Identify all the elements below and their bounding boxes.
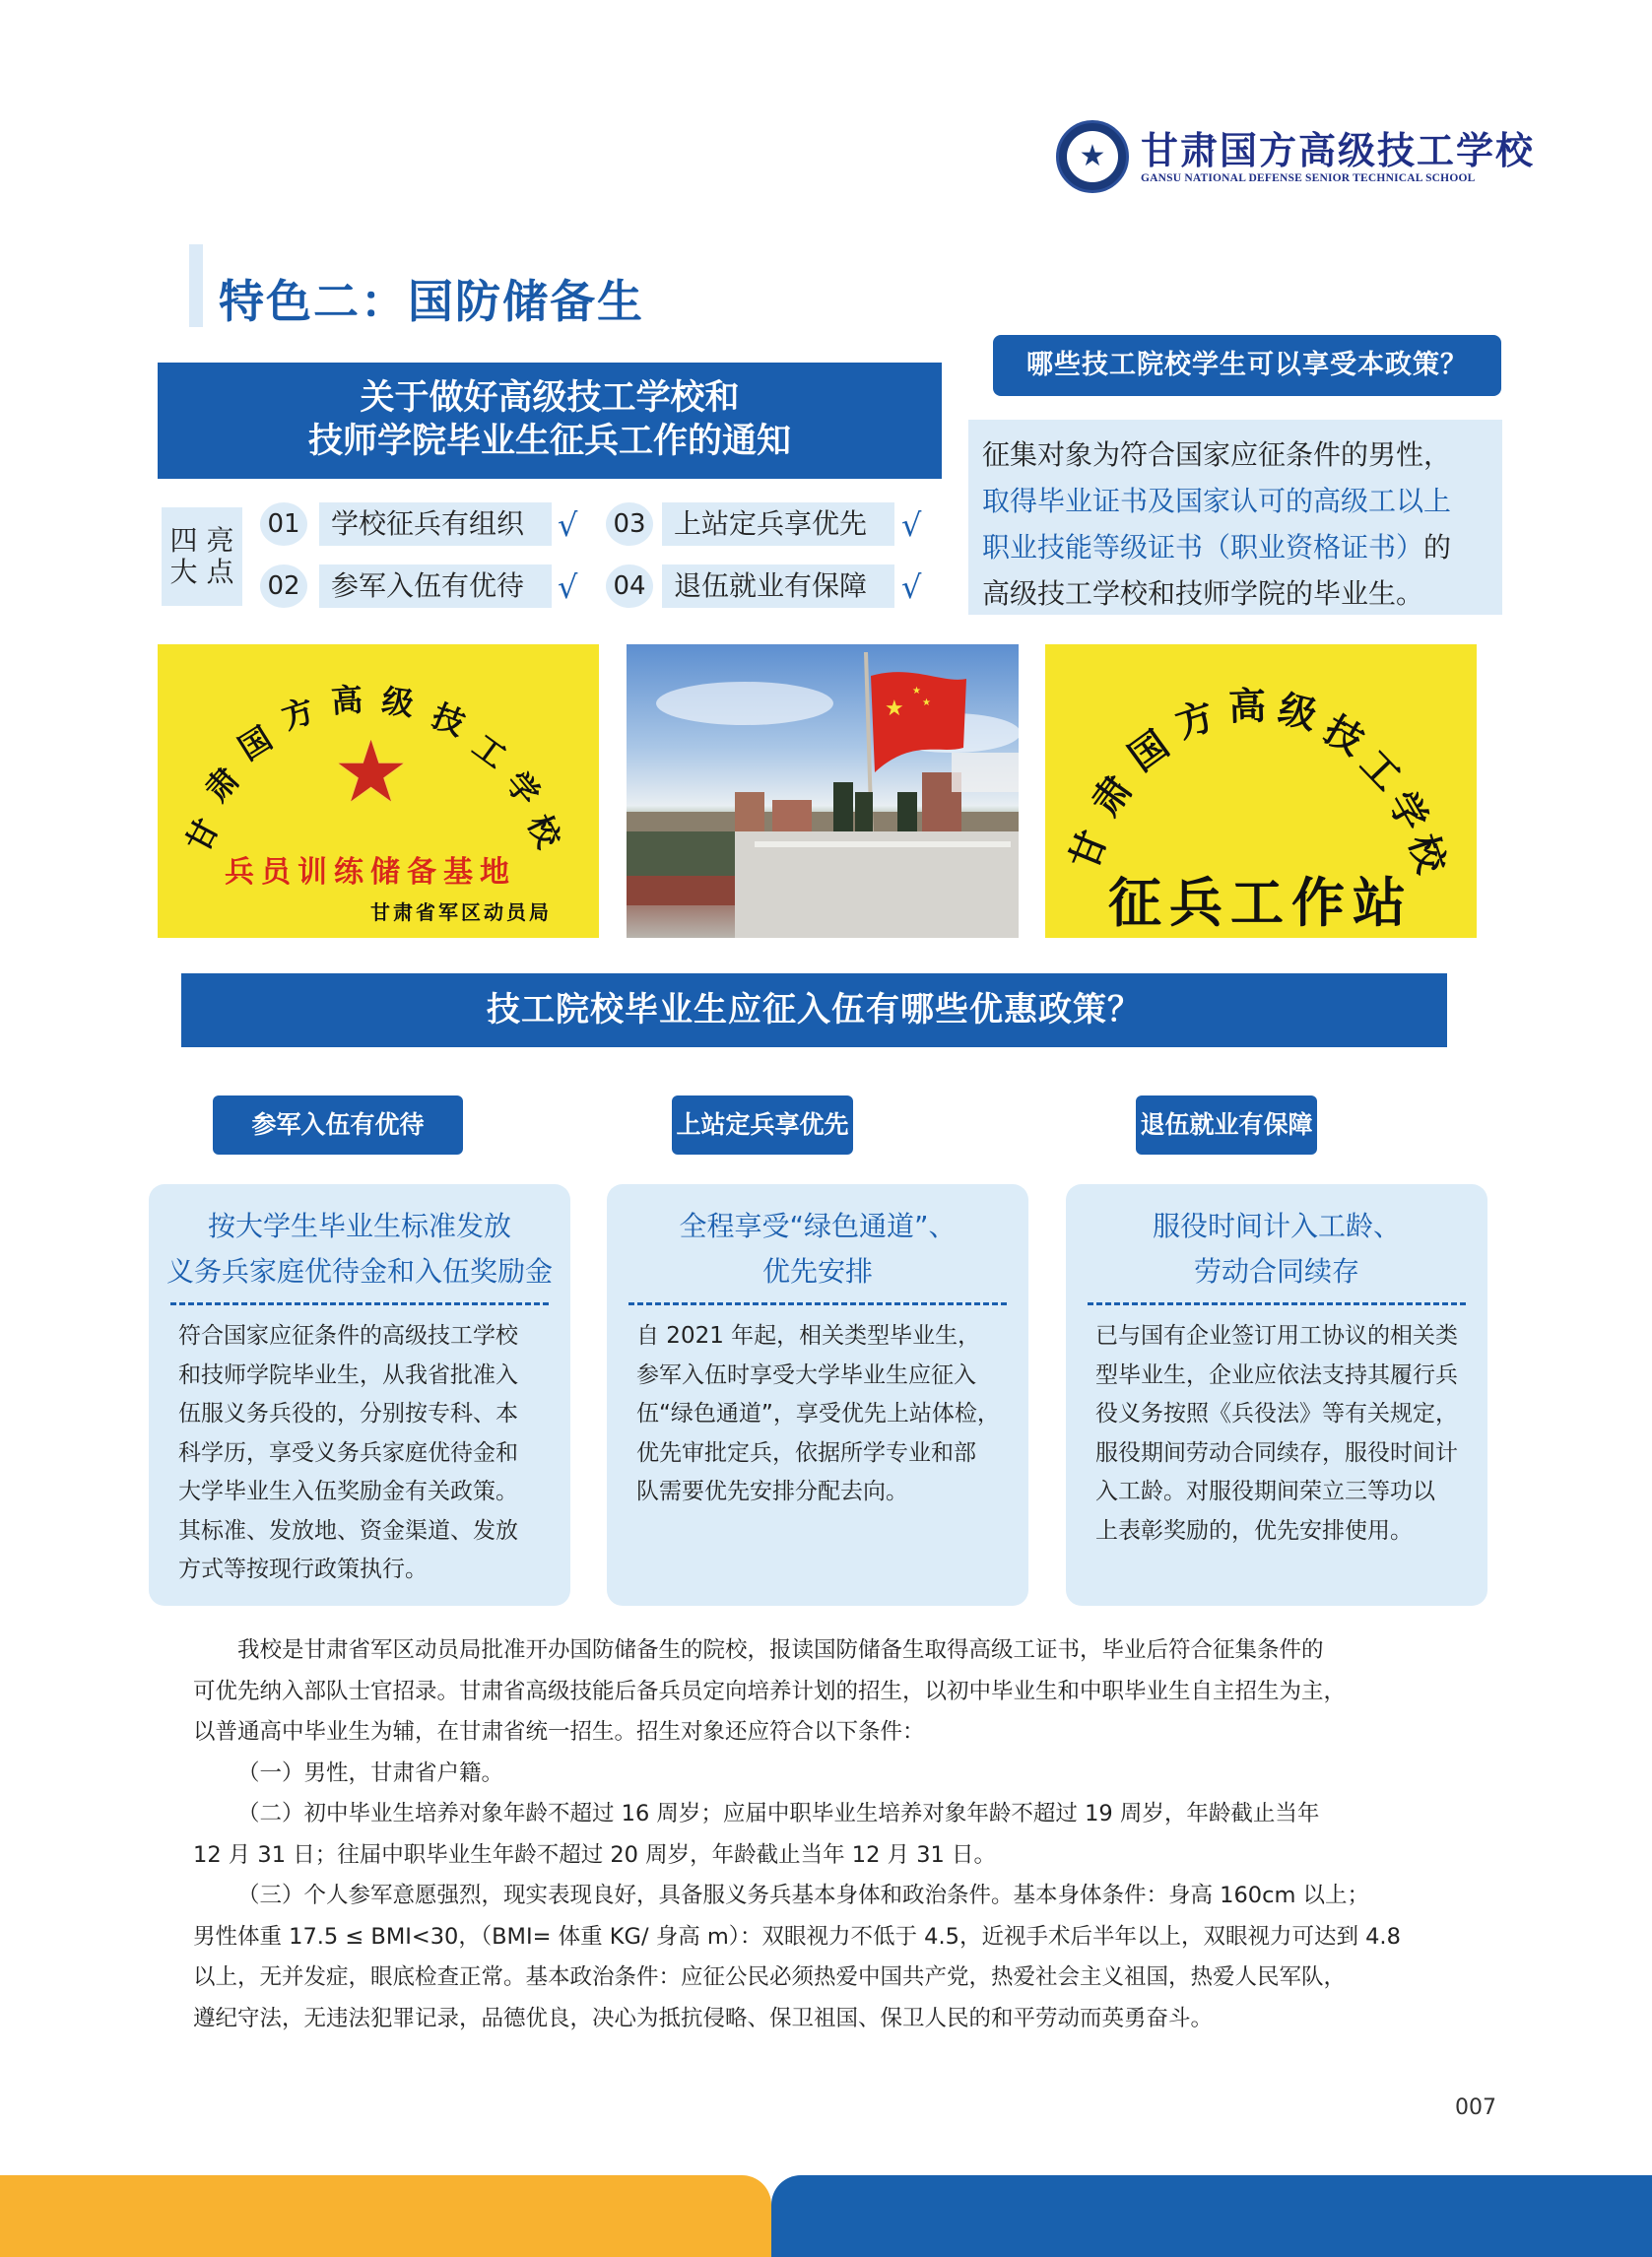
training-base-subtitle: 兵员训练储备基地: [225, 855, 516, 890]
arc-char: 方: [1169, 693, 1220, 747]
check-icon: √: [901, 506, 922, 544]
arc-char: 甘: [178, 812, 228, 858]
highlight-text: 上站定兵享优先: [662, 502, 894, 546]
dashed-divider: [1088, 1302, 1466, 1305]
arc-char: 方: [277, 691, 319, 737]
card-body-line: 大学毕业生入伍奖励金有关政策。: [178, 1479, 518, 1504]
card-body-line: 队需要优先安排分配去向。: [636, 1479, 908, 1504]
card-body-line: 其标准、发放地、资金渠道、发放: [178, 1517, 518, 1544]
card-title-line: 按大学生毕业生标准发放: [207, 1210, 511, 1242]
section-accent-bar: [189, 244, 203, 327]
card-body-line: 自 2021 年起，相关类型毕业生，: [636, 1323, 981, 1349]
four-highlights-label: [162, 507, 242, 606]
arc-char: 学: [1379, 783, 1437, 838]
label-line-2: 大 点: [169, 556, 234, 588]
arc-char: 国: [1120, 721, 1177, 780]
eligibility-question: 哪些技工院校学生可以享受本政策？: [993, 335, 1501, 396]
card-body-line: 伍服义务兵役的，分别按专科、本: [178, 1401, 518, 1427]
card-title-line: 义务兵家庭优待金和入伍奖励金: [165, 1255, 553, 1288]
card-body-line: 参军入伍时享受大学毕业生应征入: [636, 1361, 976, 1388]
admission-body-text: [193, 1630, 1503, 2039]
card-title-line: 服役时间计入工龄、: [1152, 1210, 1401, 1242]
arc-char: 校: [1400, 829, 1455, 879]
arc-char: 校: [520, 809, 568, 854]
footer-band-blue: [771, 2175, 1652, 2257]
card-body: [619, 1317, 1017, 1512]
body-line: 可优先纳入部队士官招录。甘肃省高级技能后备兵员定向培养计划的招生，以初中毕业生和中职毕业生自主招生为主，: [193, 1678, 1347, 1704]
dashed-divider: [628, 1302, 1007, 1305]
arc-char: 技: [427, 697, 471, 744]
tab-employment-guarantee: 退伍就业有保障: [1136, 1095, 1317, 1155]
flag-raising-photo: [627, 644, 1019, 938]
notice-line-1: 关于做好高级技工学校和: [360, 378, 740, 418]
card-body-line: 役义务按照《兵役法》等有关规定，: [1095, 1401, 1458, 1427]
highlight-text: 参军入伍有优待: [319, 564, 552, 608]
arc-char: 肃: [197, 760, 247, 809]
section-title: 特色二：国防储备生: [219, 275, 644, 328]
highlight-number: 03: [606, 502, 653, 546]
card-body-line: 优先审批定兵，依据所学专业和部: [636, 1439, 976, 1466]
condition-2-cont: 12 月 31 日；往届中职毕业生年龄不超过 20 周岁，年龄截止当年 12 月 31 日。: [193, 1841, 997, 1868]
tab-enlistment-benefits: 参军入伍有优待: [213, 1095, 463, 1155]
card-body-line: 和技师学院毕业生，从我省批准入: [178, 1361, 518, 1388]
eligibility-line-highlight: 取得毕业证书及国家认可的高级工以上: [982, 485, 1452, 517]
arc-char: 国: [231, 719, 279, 768]
condition-3-cont: 遵纪守法，无违法犯罪记录，品德优良，决心为抵抗侵略、保卫祖国、保卫人民的和平劳动而英勇奋斗。: [193, 2005, 1214, 2031]
arc-char: 级: [1274, 685, 1322, 738]
training-base-sign-image: [158, 644, 599, 938]
eligibility-line: 征集对象为符合国家应征条件的男性，: [982, 438, 1452, 471]
eligibility-line: 高级技工学校和技师学院的毕业生。: [982, 577, 1424, 610]
policy-card-employment: [1066, 1184, 1487, 1606]
card-body-line: 入工龄。对服役期间荣立三等功以: [1095, 1479, 1435, 1504]
page-number: 007: [1455, 2095, 1496, 2120]
arc-char: 甘: [1060, 824, 1116, 876]
emblem-icon: [1056, 120, 1129, 193]
star-icon: ★: [1067, 131, 1118, 182]
body-line: 以普通高中毕业生为辅，在甘肃省统一招生。招生对象还应符合以下条件：: [193, 1719, 925, 1745]
svg-text:★: ★: [922, 697, 931, 708]
check-icon: √: [558, 568, 578, 606]
check-icon: √: [558, 506, 578, 544]
card-title-line: 优先安排: [761, 1255, 873, 1288]
school-name-cn: 甘肃国方高级技工学校: [1141, 128, 1536, 172]
card-body-line: 符合国家应征条件的高级技工学校: [178, 1323, 518, 1349]
card-body-line: 已与国有企业签订用工协议的相关类: [1095, 1323, 1458, 1349]
card-title: [161, 1204, 559, 1294]
school-logo: [1056, 120, 1535, 193]
condition-2: （二）初中毕业生培养对象年龄不超过 16 周岁；应届中职毕业生培养对象年龄不超过 19 周岁，年龄截止当年: [237, 1801, 1320, 1826]
footer-band-orange: [0, 2175, 771, 2257]
condition-3-cont: 以上，无并发症，眼底检查正常。基本政治条件：应征公民必须热爱中国共产党，热爱社会主义祖国，热爱人民军队，: [193, 1964, 1347, 1990]
notice-banner: [158, 363, 942, 479]
card-body: [1078, 1317, 1476, 1551]
svg-text:★: ★: [912, 686, 921, 697]
recruitment-station-sign-image: [1045, 644, 1477, 938]
card-body-line: 型毕业生，企业应依法支持其履行兵: [1095, 1361, 1458, 1388]
red-star-icon: ★: [333, 723, 410, 822]
highlight-number: 02: [260, 564, 307, 608]
card-body: [161, 1317, 559, 1590]
recruitment-station-subtitle: 征兵工作站: [1108, 872, 1414, 934]
card-body-line: 伍“绿色通道”，享受优先上站体检，: [636, 1401, 1000, 1427]
arc-char: 学: [497, 763, 548, 813]
card-title: [1078, 1204, 1476, 1294]
school-name-en: GANSU NATIONAL DEFENSE SENIOR TECHNICAL SCHOOL: [1141, 172, 1476, 184]
card-body-line: 科学历，享受义务兵家庭优待金和: [178, 1439, 518, 1466]
condition-3-cont: 男性体重 17.5 ≤ BMI<30，（BMI= 体重 KG/ 身高 m）：双眼视力不低于 4.5，近视手术后半年以上，双眼视力可达到 4.8: [193, 1923, 1401, 1950]
arc-char: 高: [1227, 683, 1267, 729]
highlight-number: 01: [260, 502, 307, 546]
card-body-line: 上表彰奖励的，优先安排使用。: [1095, 1517, 1413, 1544]
card-title-line: 劳动合同续存: [1193, 1255, 1359, 1288]
flag-raising-illustration: [627, 644, 1019, 938]
arc-char: 工: [1352, 741, 1411, 799]
tab-priority-selection: 上站定兵享优先: [672, 1095, 853, 1155]
arc-char: 级: [379, 681, 417, 724]
label-line-1: 四 亮: [169, 524, 234, 557]
condition-3: （三）个人参军意愿强烈，现实表现良好，具备服义务兵基本身体和政治条件。基本身体条件：身高 160cm 以上；: [237, 1883, 1370, 1908]
condition-1: （一）男性，甘肃省户籍。: [237, 1759, 504, 1786]
issuer-label: 甘肃省军区动员局: [370, 900, 552, 924]
highlight-text: 学校征兵有组织: [319, 502, 552, 546]
check-icon: √: [901, 568, 922, 606]
card-body-line: 服役期间劳动合同续存，服役时间计: [1095, 1439, 1458, 1466]
highlight-number: 04: [606, 564, 653, 608]
arc-char: 工: [465, 726, 513, 776]
policy-banner: 技工院校毕业生应征入伍有哪些优惠政策？: [181, 973, 1447, 1047]
svg-text:★: ★: [885, 697, 904, 721]
arc-char: 肃: [1083, 766, 1141, 824]
eligibility-line-tail: 的: [1423, 531, 1452, 564]
policy-card-priority: [607, 1184, 1028, 1606]
card-title-line: 全程享受“绿色通道”、: [679, 1210, 957, 1242]
card-title: [619, 1204, 1017, 1294]
policy-card-benefits: [149, 1184, 570, 1606]
body-line: 我校是甘肃省军区动员局批准开办国防储备生的院校，报读国防储备生取得高级工证书，毕业后符合征集条件的: [237, 1637, 1324, 1663]
arc-char: 技: [1316, 706, 1372, 764]
card-body-line: 方式等按现行政策执行。: [178, 1557, 428, 1582]
highlight-text: 退伍就业有保障: [662, 564, 894, 608]
arc-char: 高: [329, 680, 364, 721]
eligibility-line-highlight: 职业技能等级证书（职业资格证书）: [982, 531, 1424, 564]
dashed-divider: [170, 1302, 549, 1305]
eligibility-answer: [968, 420, 1502, 615]
notice-line-2: 技师学院毕业生征兵工作的通知: [307, 422, 791, 461]
